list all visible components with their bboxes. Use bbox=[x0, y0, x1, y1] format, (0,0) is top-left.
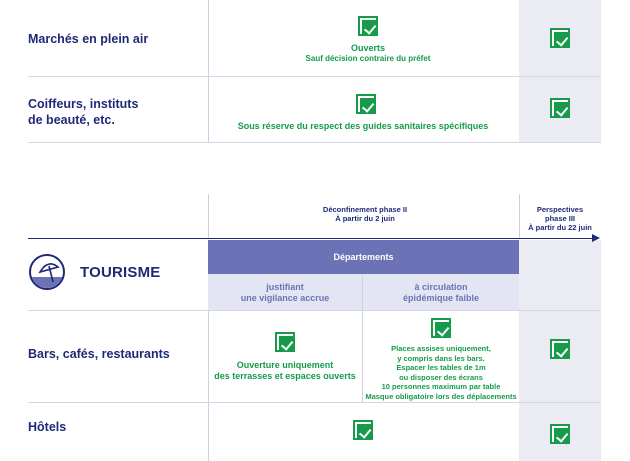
phase3-column-bg-top bbox=[519, 0, 601, 142]
row-label-bars: Bars, cafés, restaurants bbox=[28, 347, 170, 361]
status-ouverts: Ouverts bbox=[350, 43, 385, 53]
checkbox-checked-icon bbox=[353, 420, 373, 440]
timeline-axis bbox=[28, 238, 594, 239]
status-bars-faible: Places assises uniquement, y compris dans les bars. Espacer les tables de 1m ou disposer des écrans 10 personnes maximum par table Masque obligatoire lors des déplacements bbox=[365, 344, 517, 401]
subheader-faible: à circulation épidémique faible bbox=[402, 282, 480, 303]
grid-hline bbox=[28, 310, 601, 311]
subheader-vigilance: justifiant une vigilance accrue bbox=[240, 282, 330, 303]
grid-vline bbox=[208, 310, 209, 461]
checkbox-checked-icon bbox=[550, 98, 570, 118]
row-label-coiffeurs: Coiffeurs, instituts de beauté, etc. bbox=[28, 97, 139, 127]
status-bars-vigilance: Ouverture uniquement des terrasses et espaces ouverts bbox=[214, 360, 356, 381]
departements-header: Départements bbox=[208, 240, 519, 274]
row-label-marches: Marchés en plein air bbox=[28, 32, 149, 46]
phase2-label: Déconfinement phase II À partir du 2 juin bbox=[322, 205, 408, 223]
timeline-divider bbox=[208, 194, 209, 238]
checkbox-checked-icon bbox=[550, 339, 570, 359]
checkbox-checked-icon bbox=[356, 94, 376, 114]
grid-hline bbox=[28, 402, 601, 403]
checkbox-checked-icon bbox=[358, 16, 378, 36]
grid-hline bbox=[28, 142, 601, 143]
section-title: TOURISME bbox=[80, 264, 161, 281]
status-note: Sauf décision contraire du préfet bbox=[305, 54, 431, 63]
checkbox-checked-icon bbox=[275, 332, 295, 352]
checkbox-checked-icon bbox=[550, 424, 570, 444]
checkbox-checked-icon bbox=[431, 318, 451, 338]
status-coiffeurs: Sous réserve du respect des guides sanitaires spécifiques bbox=[237, 121, 489, 131]
beach-umbrella-icon bbox=[29, 254, 65, 290]
row-label-hotels: Hôtels bbox=[28, 420, 67, 434]
checkbox-checked-icon bbox=[550, 28, 570, 48]
timeline-arrow-icon bbox=[592, 234, 600, 242]
grid-hline bbox=[28, 76, 601, 77]
phase3-label: Perspectives phase III À partir du 22 juin bbox=[528, 205, 592, 232]
